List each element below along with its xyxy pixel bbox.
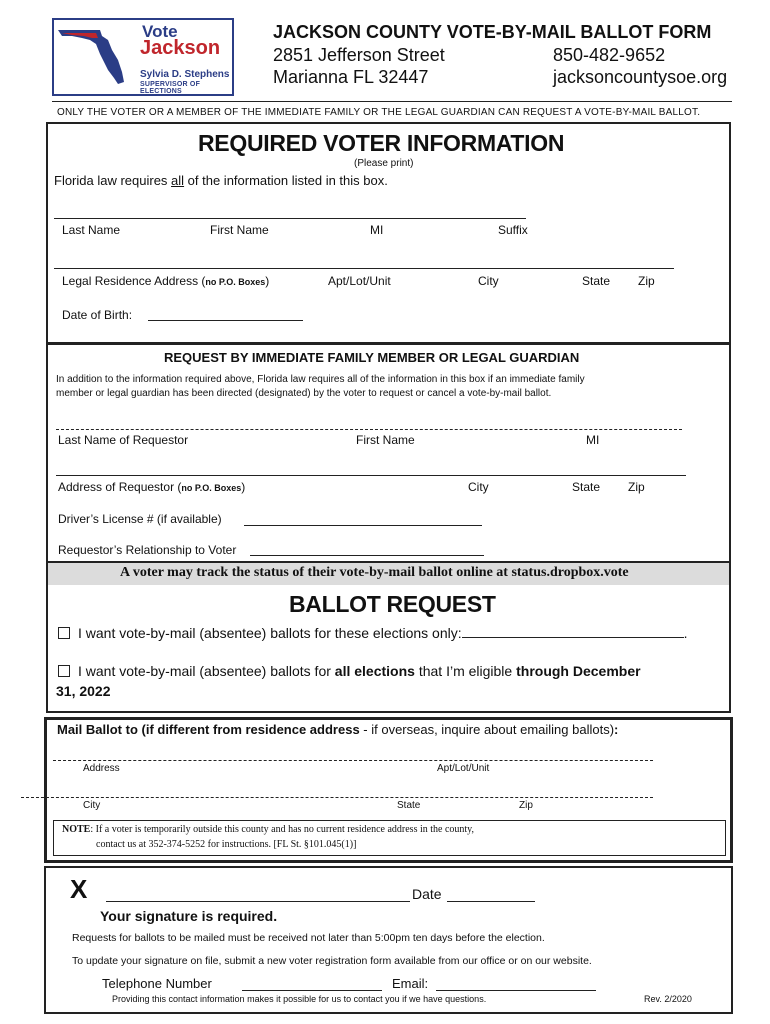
requestor-city-label: City — [468, 480, 489, 494]
logo — [52, 18, 234, 96]
requestor-state-label: State — [572, 480, 601, 494]
logo-jackson-text: Jackson — [140, 37, 221, 59]
florida-map-icon — [56, 24, 136, 88]
first-name-label: First Name — [210, 223, 269, 237]
mail-city-line[interactable] — [21, 797, 653, 798]
requestor-zip-label: Zip — [628, 480, 645, 494]
all-elections-end-date: 31, 2022 — [56, 683, 111, 699]
residence-address-label: Legal Residence Address (no P.O. Boxes) — [62, 274, 270, 288]
city-label: City — [478, 274, 499, 288]
office-street: 2851 Jefferson Street — [273, 45, 445, 65]
signature-required-text: Your signature is required. — [100, 908, 278, 924]
requestor-mi-label: MI — [586, 433, 600, 447]
logo-supervisor-title: SUPERVISOR OF ELECTIONS — [140, 81, 201, 95]
ballot-tracking-banner — [46, 563, 731, 585]
date-label: Date — [412, 886, 442, 902]
tracking-text: A voter may track the status of their vote-by-mail ballot online at status.dropbox.vote — [120, 565, 629, 580]
telephone-label: Telephone Number — [102, 976, 212, 991]
law-requirement-text: Florida law requires all of the information listed in this box. — [54, 173, 388, 188]
all-elections-checkbox[interactable] — [58, 665, 70, 677]
suffix-label: Suffix — [498, 223, 528, 237]
family-request-title: REQUEST BY IMMEDIATE FAMILY MEMBER OR LEGAL GUARDIAN — [164, 350, 580, 365]
office-city: Marianna FL 32447 — [273, 67, 429, 87]
option-all-elections[interactable]: I want vote-by-mail (absentee) ballots for all elections that I’m eligible through December — [58, 663, 641, 679]
dob-field[interactable] — [148, 320, 303, 321]
form-title: JACKSON COUNTY VOTE-BY-MAIL BALLOT FORM — [273, 22, 712, 42]
mail-address-section — [44, 717, 733, 863]
mail-address-label: Address — [83, 763, 120, 774]
date-field[interactable] — [447, 901, 535, 902]
signature-field[interactable] — [106, 901, 410, 902]
eligibility-notice: ONLY THE VOTER OR A MEMBER OF THE IMMEDIATE FAMILY OR THE LEGAL GUARDIAN CAN REQUEST A VOTE-BY-MAIL BALLOT. — [57, 107, 701, 118]
family-request-section — [46, 343, 731, 563]
mail-city-label: City — [83, 800, 101, 811]
telephone-field[interactable] — [242, 990, 382, 991]
mail-address-line[interactable] — [53, 760, 653, 761]
state-label: State — [582, 274, 611, 288]
zip-label: Zip — [638, 274, 655, 288]
requestor-address-label: Address of Requestor (no P.O. Boxes) — [58, 480, 246, 494]
family-desc-line1: In addition to the information required above, Florida law requires all of the information in this box if an immediate family — [56, 374, 585, 385]
contact-note: Providing this contact information makes it possible for us to contact you if we have questions. — [112, 994, 487, 1004]
family-desc-line2: member or legal guardian has been directed (designated) by the voter to request or cancel a vote-by-mail ballot. — [56, 388, 552, 399]
logo-vote-text: Vote — [142, 22, 178, 41]
note-line2: contact us at 352-374-5252 for instructions. [FL St. §101.045(1)] — [96, 839, 357, 850]
relationship-field[interactable] — [250, 555, 484, 556]
requestor-name-line[interactable] — [56, 429, 682, 430]
relationship-label: Requestor’s Relationship to Voter — [58, 543, 237, 557]
last-name-label: Last Name — [62, 223, 121, 237]
requestor-address-line[interactable] — [56, 475, 686, 476]
office-phone: 850-482-9652 — [553, 45, 666, 65]
dob-label: Date of Birth: — [62, 308, 133, 322]
email-field[interactable] — [436, 990, 596, 991]
revision-date: Rev. 2/2020 — [644, 994, 692, 1004]
drivers-license-label: Driver’s License # (if available) — [58, 512, 222, 526]
requestor-first-name-label: First Name — [356, 433, 415, 447]
ballot-request-title: BALLOT REQUEST — [289, 591, 496, 617]
temporary-absence-note — [53, 820, 726, 856]
requestor-last-name-label: Last Name of Requestor — [58, 433, 189, 447]
office-website: jacksoncountysoe.org — [553, 67, 728, 87]
mail-to-title: Mail Ballot to (if different from residence address - if overseas, inquire about emailing ballots): — [57, 722, 619, 737]
header-divider — [52, 101, 732, 102]
specific-elections-checkbox[interactable] — [58, 627, 70, 639]
note-line1: NOTE: If a voter is temporarily outside this county and has no current residence address in the county, — [62, 824, 475, 835]
mi-label: MI — [370, 223, 384, 237]
deadline-text: Requests for ballots to be mailed must be received not later than 5:00pm ten days before the election. — [72, 932, 545, 944]
email-label: Email: — [392, 976, 429, 991]
apt-label: Apt/Lot/Unit — [328, 274, 391, 288]
mail-state-label: State — [397, 800, 421, 811]
logo-supervisor-name: Sylvia D. Stephens — [140, 69, 230, 80]
voter-name-line[interactable] — [54, 218, 526, 219]
please-print-note: (Please print) — [354, 158, 414, 169]
option-specific-elections[interactable]: I want vote-by-mail (absentee) ballots for these elections only: . — [58, 625, 688, 641]
signature-section — [44, 866, 733, 1014]
ballot-request-section — [46, 585, 731, 713]
voter-info-section — [46, 122, 731, 344]
signature-x-mark: X — [70, 874, 88, 904]
update-signature-text: To update your signature on file, submit a new voter registration form available from our office or on our website. — [72, 955, 592, 967]
voter-info-title: REQUIRED VOTER INFORMATION — [198, 130, 565, 156]
mail-apt-label: Apt/Lot/Unit — [437, 763, 490, 774]
drivers-license-field[interactable] — [244, 525, 482, 526]
residence-address-line[interactable] — [54, 268, 674, 269]
mail-zip-label: Zip — [519, 800, 533, 811]
